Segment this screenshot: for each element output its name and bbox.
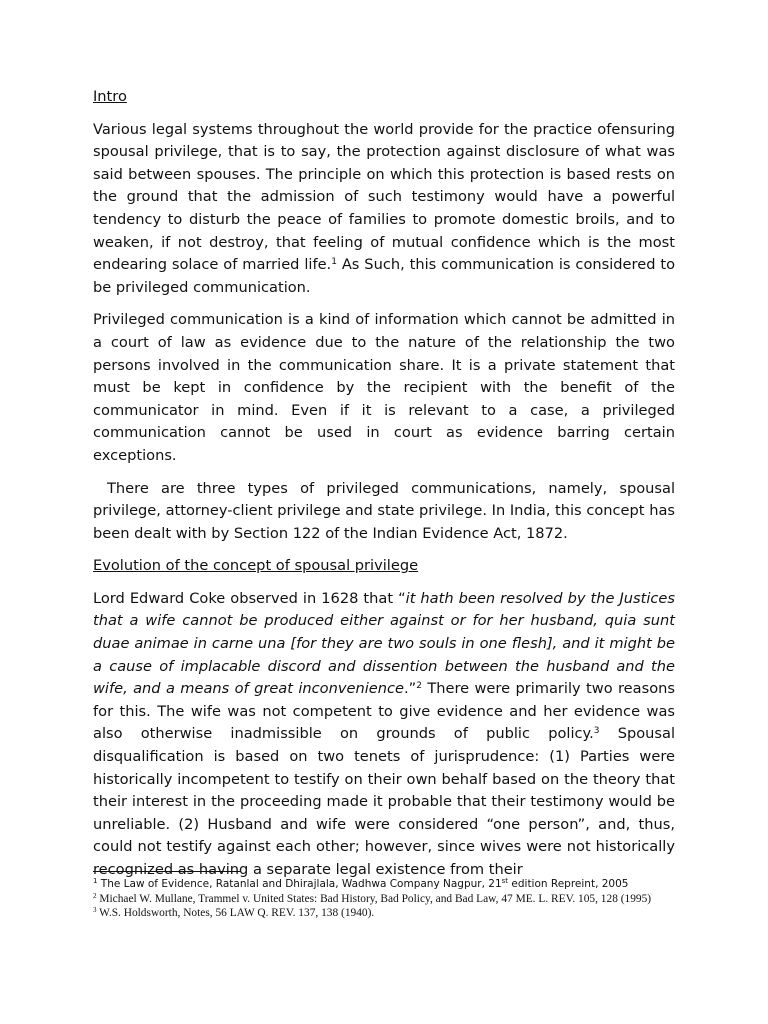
coke-quote: it hath been resolved by the Justices that a wife cannot be produced either against or for her husband, quia sunt duae animae in carne una [for they are two souls in one flesh], and it might be a cause of implacable discord and dissention between the husband and the wife, and a means of great inconvenience	[93, 589, 675, 698]
footnote-1-text-end: edition Repreint, 2005	[508, 878, 629, 890]
footnote-3-text: W.S. Holdsworth, Notes, 56 LAW Q. REV. 137, 138 (1940).	[96, 907, 375, 920]
footnote-ref-3[interactable]: 3	[593, 726, 600, 737]
footnote-2-text: Michael W. Mullane, Trammel v. United States: Bad History, Bad Policy, and Bad Law, 47 ME. L. REV. 105, 128 (1995)	[96, 892, 652, 905]
evolution-mid: There were primarily two reasons for this. The wife was not competent to give evidence and her evidence was also otherwise inadmissible on grounds of public policy.	[93, 680, 675, 743]
intro-p1-tail: As Such, this communication is considered to be privileged communication.	[93, 256, 675, 296]
footnote-1-ordinal: st	[501, 877, 509, 885]
evolution-lead: Lord Edward Coke observed in 1628 that “	[93, 589, 406, 607]
document-body	[93, 86, 675, 892]
evolution-tail: Spousal disqualification is based on two tenets of jurisprudence: (1) Parties were historically incompetent to testify on their own behalf based on the theory that their interest in the proceeding made it probable that their testimony would be unreliable. (2) Husband and wife were considered “one person”, and, thus, could not testify against each other; however, since wives were not historically recognized as having a separate legal existence from their	[93, 725, 676, 878]
intro-heading: Intro	[93, 88, 127, 105]
intro-paragraph-3: There are three types of privileged communications, namely, spousal privilege, attorney-client privilege and state privilege. In India, this concept has been dealt with by Section 122 of the Indian Evidence Act, 1872.	[93, 479, 675, 542]
footnotes	[93, 877, 675, 921]
footnote-2	[93, 892, 675, 907]
footnote-ref-2[interactable]: 2	[416, 681, 422, 692]
evolution-heading: Evolution of the concept of spousal privilege	[93, 557, 419, 575]
intro-paragraph-2: Privileged communication is a kind of information which cannot be admitted in a court of law as evidence due to the nature of the relationship the two persons involved in the communication share. It is a private statement that must be kept in confidence by the recipient with the benefit of the communicator in mind. Even if it is relevant to a case, a privileged communication cannot be used in court as evidence barring certain exceptions.	[93, 311, 675, 464]
footnote-ref-1[interactable]: 1	[331, 257, 337, 268]
footnote-separator	[93, 871, 240, 872]
footnote-2-number: 2	[93, 891, 97, 900]
intro-paragraph-1	[93, 119, 675, 300]
footnote-3-number: 3	[93, 906, 97, 915]
evolution-paragraph	[93, 588, 675, 882]
intro-p1-text: Various legal systems throughout the world provide for the practice ofensuring spousal privilege, that is to say, the protection against disclosure of what was said between spouses. The principle on which this protection is based rests on the ground that the admission of such testimony would have a powerful tendency to disturb the peace of families to promote domestic broils, and to weaken, if not destroy, that feeling of mutual confidence which is the most endearing solace of married life.	[93, 120, 675, 274]
quote-close: .”	[404, 680, 417, 698]
footnote-1-number: 1	[93, 877, 98, 885]
footnote-1	[93, 877, 675, 892]
footnote-3	[93, 906, 675, 921]
footnote-1-text: The Law of Evidence, Ratanlal and Dhirajlala, Wadhwa Company Nagpur, 21	[97, 878, 502, 890]
